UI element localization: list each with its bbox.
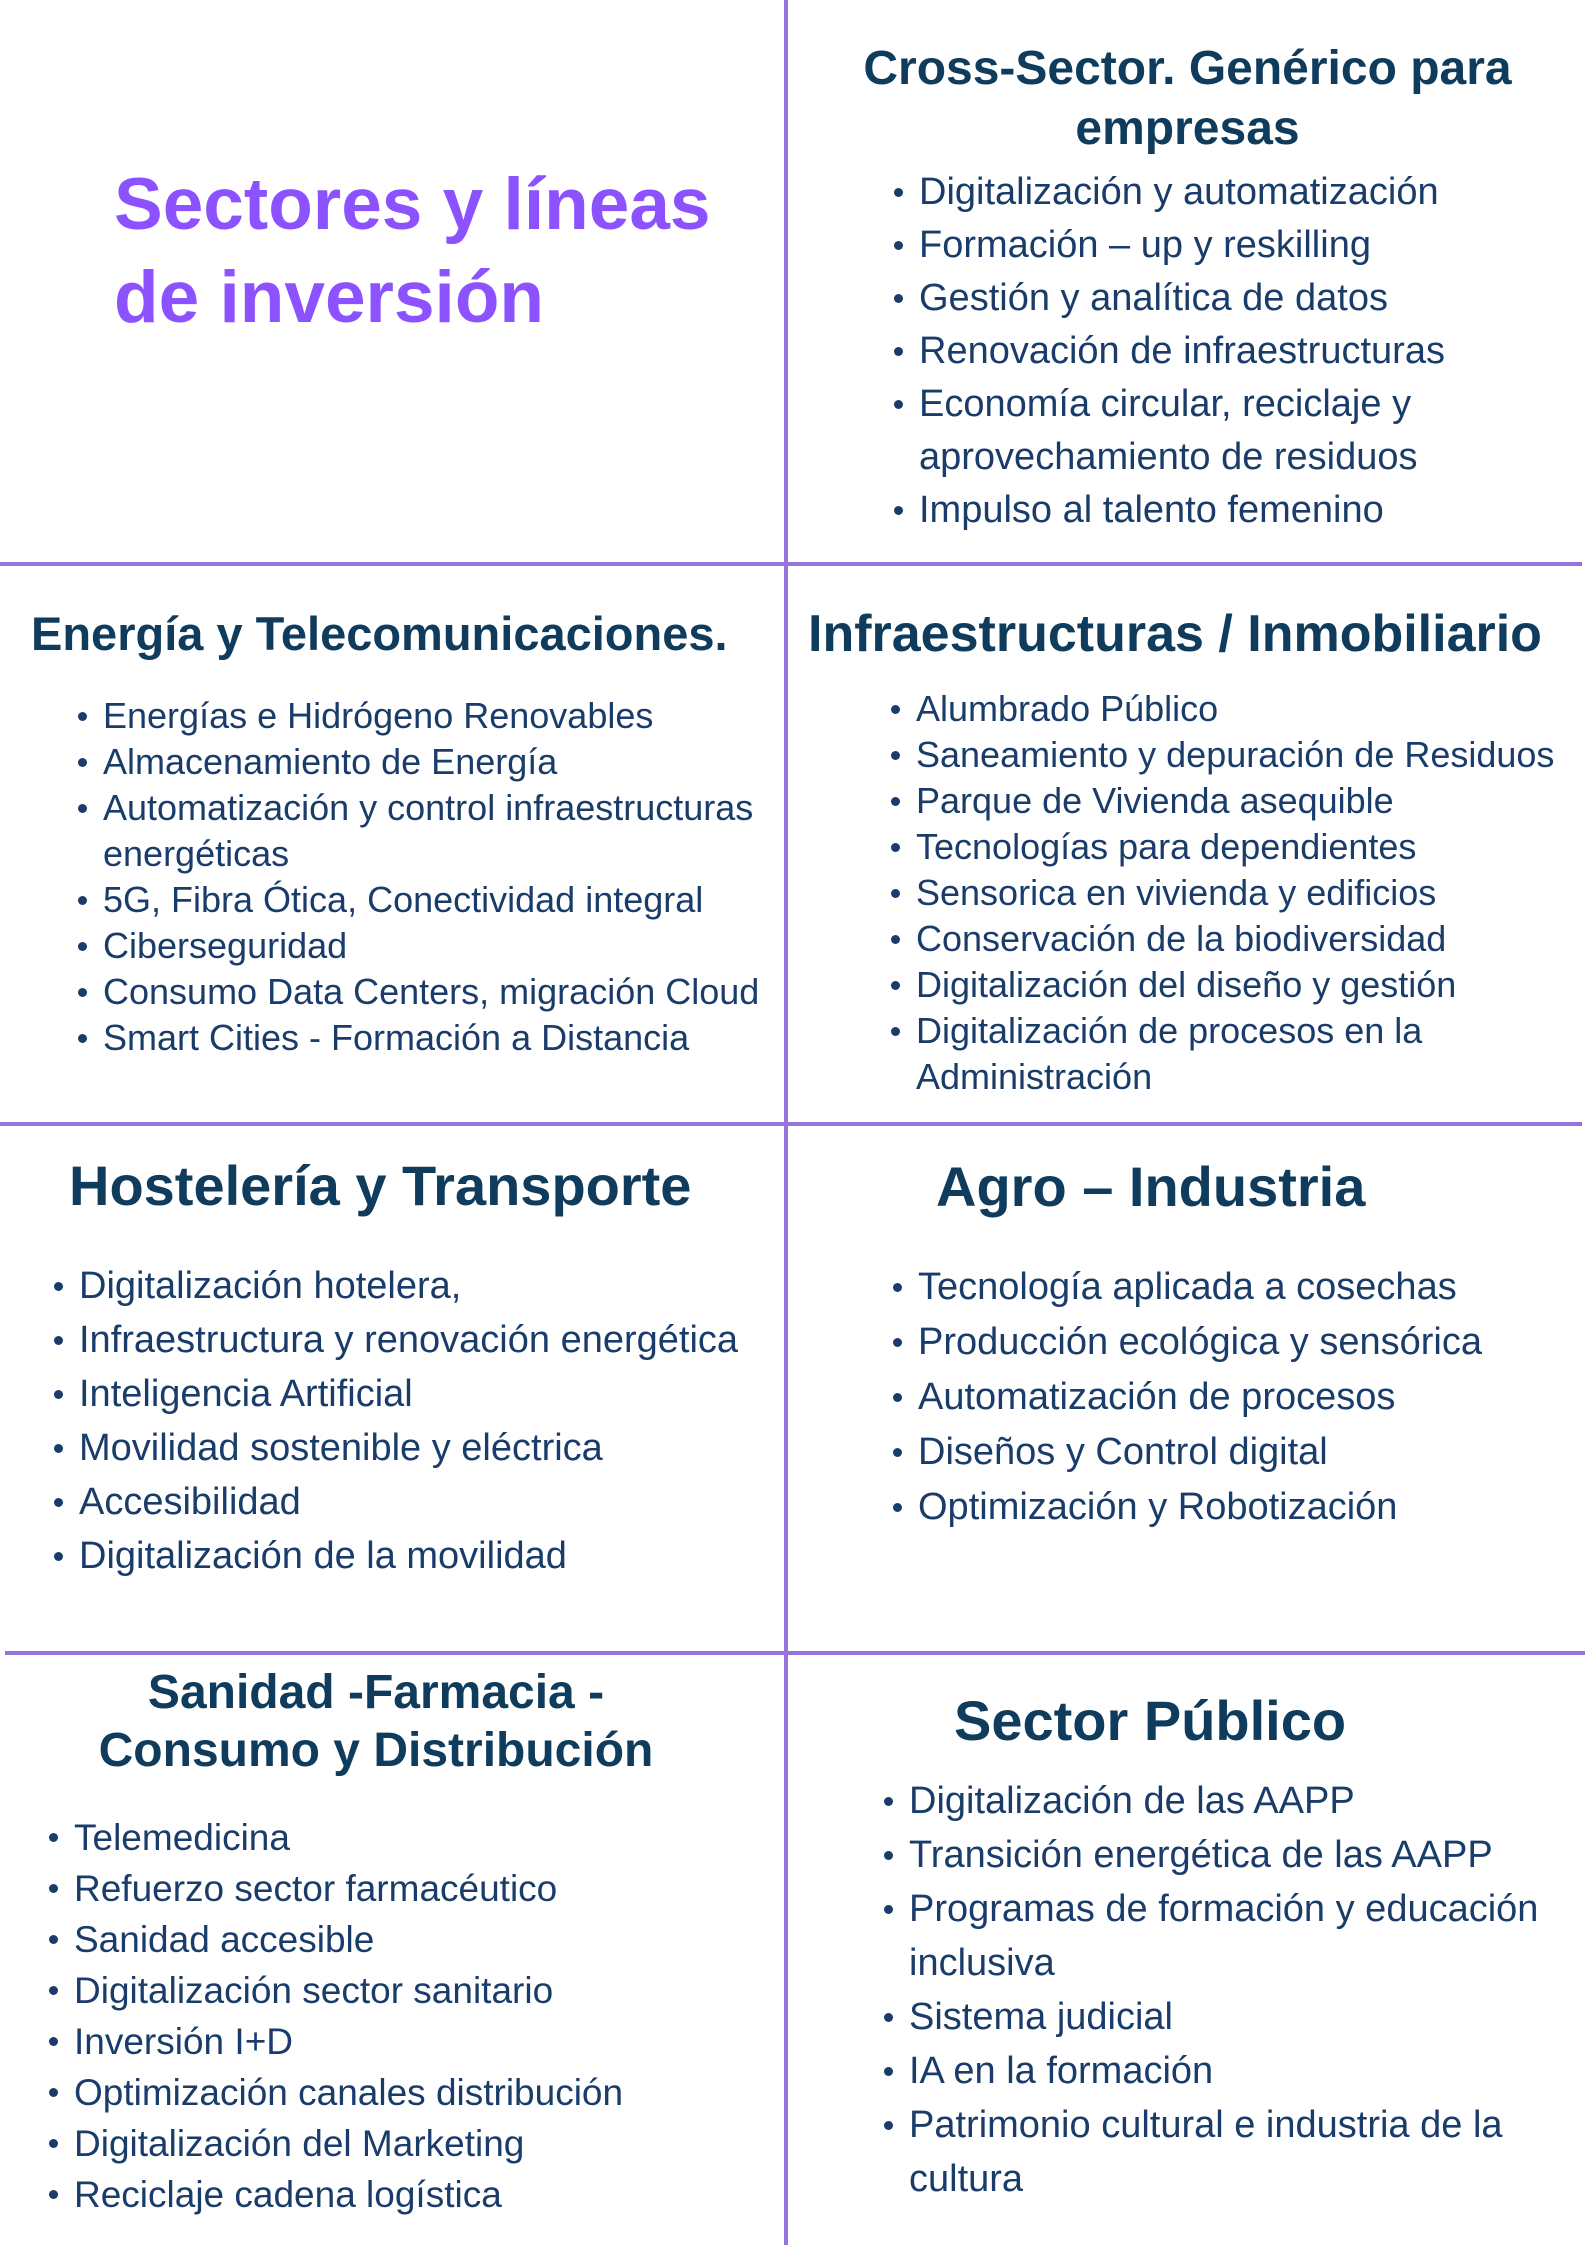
section-sector-publico bbox=[788, 1656, 1587, 2245]
list-item: Alumbrado Público bbox=[916, 686, 1576, 732]
section-title: Energía y Telecomunicaciones. bbox=[31, 607, 728, 660]
section-list bbox=[909, 1774, 1574, 2206]
list-item: Digitalización de la movilidad bbox=[79, 1529, 769, 1583]
list-item: Almacenamiento de Energía bbox=[103, 739, 779, 785]
page-title: Sectores y líneas de inversión bbox=[114, 164, 711, 338]
list-item: Sensorica en vivienda y edificios bbox=[916, 870, 1576, 916]
section-hosteleria-transporte bbox=[0, 1127, 784, 1651]
list-item: Digitalización del diseño y gestión bbox=[916, 962, 1576, 1008]
section-title: Sanidad -Farmacia - Consumo y Distribución bbox=[98, 1666, 654, 1777]
section-title: Agro – Industria bbox=[936, 1155, 1366, 1218]
horizontal-divider bbox=[0, 562, 1582, 566]
list-item: Sistema judicial bbox=[909, 1990, 1574, 2044]
horizontal-divider bbox=[5, 1651, 1585, 1655]
section-title: Sector Público bbox=[954, 1689, 1347, 1752]
section-cross-sector bbox=[788, 0, 1587, 562]
list-item: Infraestructura y renovación energética bbox=[79, 1313, 769, 1367]
list-item: Accesibilidad bbox=[79, 1475, 769, 1529]
list-item: Economía circular, reciclaje y aprovechamiento de residuos bbox=[919, 378, 1479, 484]
list-item: Inteligencia Artificial bbox=[79, 1367, 769, 1421]
list-item: Tecnología aplicada a cosechas bbox=[918, 1260, 1558, 1315]
list-item: Gestión y analítica de datos bbox=[919, 272, 1479, 325]
section-energia-telecomunicaciones bbox=[0, 566, 784, 1122]
section-title: Cross-Sector. Genérico para empresas bbox=[863, 42, 1512, 155]
list-item: Producción ecológica y sensórica bbox=[918, 1315, 1558, 1370]
list-item: Digitalización del Marketing bbox=[74, 2118, 754, 2169]
list-item: Programas de formación y educación inclusiva bbox=[909, 1882, 1574, 1990]
section-agro-industria bbox=[788, 1127, 1587, 1651]
list-item: Energías e Hidrógeno Renovables bbox=[103, 693, 779, 739]
list-item: Tecnologías para dependientes bbox=[916, 824, 1576, 870]
list-item: Automatización y control infraestructuras energéticas bbox=[103, 785, 779, 877]
section-infraestructuras-inmobiliario bbox=[788, 566, 1587, 1122]
list-item: Sanidad accesible bbox=[74, 1914, 754, 1965]
list-item: 5G, Fibra Ótica, Conectividad integral bbox=[103, 877, 779, 923]
section-list bbox=[74, 1812, 754, 2220]
list-item: Transición energética de las AAPP bbox=[909, 1828, 1574, 1882]
list-item: Consumo Data Centers, migración Cloud bbox=[103, 969, 779, 1015]
list-item: Parque de Vivienda asequible bbox=[916, 778, 1576, 824]
list-item: Optimización y Robotización bbox=[918, 1480, 1558, 1535]
list-item: Digitalización de las AAPP bbox=[909, 1774, 1574, 1828]
list-item: Digitalización y automatización bbox=[919, 166, 1479, 219]
list-item: Conservación de la biodiversidad bbox=[916, 916, 1576, 962]
list-item: Refuerzo sector farmacéutico bbox=[74, 1863, 754, 1914]
section-title: Infraestructuras / Inmobiliario bbox=[808, 605, 1542, 663]
list-item: Telemedicina bbox=[74, 1812, 754, 1863]
list-item: IA en la formación bbox=[909, 2044, 1574, 2098]
section-title: Hostelería y Transporte bbox=[69, 1154, 692, 1217]
list-item: Renovación de infraestructuras bbox=[919, 325, 1479, 378]
title-cell bbox=[0, 0, 784, 562]
list-item: Movilidad sostenible y eléctrica bbox=[79, 1421, 769, 1475]
horizontal-divider bbox=[0, 1122, 1582, 1126]
list-item: Diseños y Control digital bbox=[918, 1425, 1558, 1480]
section-list bbox=[103, 693, 779, 1061]
list-item: Optimización canales distribución bbox=[74, 2067, 754, 2118]
section-list bbox=[919, 166, 1479, 537]
list-item: Digitalización hotelera, bbox=[79, 1259, 769, 1313]
list-item: Inversión I+D bbox=[74, 2016, 754, 2067]
list-item: Ciberseguridad bbox=[103, 923, 779, 969]
list-item: Digitalización de procesos en la Administración bbox=[916, 1008, 1576, 1100]
section-list bbox=[918, 1260, 1558, 1535]
list-item: Patrimonio cultural e industria de la cultura bbox=[909, 2098, 1574, 2206]
list-item: Digitalización sector sanitario bbox=[74, 1965, 754, 2016]
list-item: Formación – up y reskilling bbox=[919, 219, 1479, 272]
list-item: Automatización de procesos bbox=[918, 1370, 1558, 1425]
list-item: Reciclaje cadena logística bbox=[74, 2169, 754, 2220]
list-item: Impulso al talento femenino bbox=[919, 484, 1479, 537]
section-sanidad-consumo bbox=[0, 1656, 784, 2245]
list-item: Saneamiento y depuración de Residuos bbox=[916, 732, 1576, 778]
list-item: Smart Cities - Formación a Distancia bbox=[103, 1015, 779, 1061]
section-list bbox=[79, 1259, 769, 1583]
section-list bbox=[916, 686, 1576, 1100]
